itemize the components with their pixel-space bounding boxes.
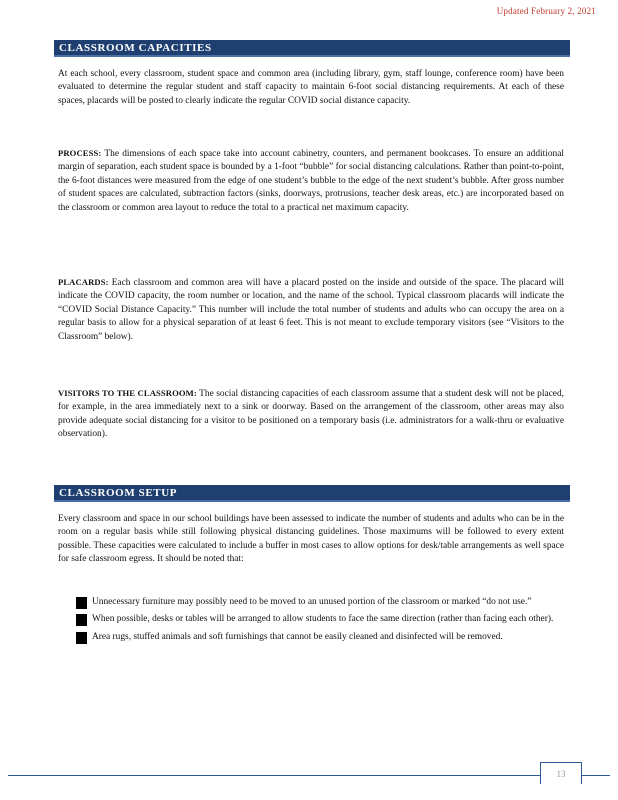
visitors-text: The social distancing capacities of each classroom assume that a student desk will not be placed, for example, in the area immediately next to a sink or doorway. Based on the arrangement of the classroom, other areas may also provide adequate social distancing for a visitor to be positioned on a temporary basis (i.e. administrators for a walk-thru or evaluative observation). <box>58 389 564 440</box>
bullet-text: Unnecessary furniture may possibly need to be moved to an unused portion of the classroom or marked “do not use.” <box>92 597 532 607</box>
page-number: 13 <box>540 762 582 784</box>
capacities-intro-paragraph: At each school, every classroom, student space and common area (including library, gym, staff lounge, conference room) have been evaluated to determine the regular student and staff capacity to maintain 6-foot social distancing requirements. At each of these spaces, placards will be posted to clearly indicate the regular COVID social distance capacity. <box>58 69 564 106</box>
list-item <box>76 613 564 626</box>
visitors-lead: VISITORS TO THE CLASSROOM: <box>58 388 197 398</box>
square-bullet-icon <box>76 597 87 609</box>
process-text: The dimensions of each space take into account cabinetry, counters, and permanent bookcases. To ensure an additional margin of separation, each student space is bounded by a 1-foot “bubble” for social distancing calculations. Rather than point-to-point, the 6-foot distances were measured from the edge of one student’s bubble to the edge of the next student’s bubble. After gross number of student spaces are calculated, subtraction factors (sinks, doorways, protrusions, teacher desk areas, etc.) are incorporated based on the classroom or common area layout to reduce the total to a practical net maximum capacity. <box>58 149 564 213</box>
process-paragraph <box>58 147 564 215</box>
process-lead: PROCESS: <box>58 148 102 158</box>
list-item <box>76 631 564 644</box>
section-heading-classroom-setup: CLASSROOM SETUP <box>54 485 570 502</box>
updated-date: Updated February 2, 2021 <box>496 6 596 16</box>
section-heading-classroom-capacities: CLASSROOM CAPACITIES <box>54 40 570 57</box>
visitors-paragraph <box>58 387 564 442</box>
square-bullet-icon <box>76 632 87 644</box>
placards-paragraph <box>58 276 564 344</box>
footer-rule <box>8 775 610 776</box>
square-bullet-icon <box>76 614 87 626</box>
bullet-text: Area rugs, stuffed animals and soft furnishings that cannot be easily cleaned and disinfected will be removed. <box>92 631 503 642</box>
list-item <box>76 596 564 609</box>
placards-text: Each classroom and common area will have a placard posted on the inside and outside of the space. The placard will indicate the COVID capacity, the room number or location, and the name of the school. Typical classroom placards will indicate the “COVID Social Distance Capacity.” This number will include the total number of students and adults who can occupy the area on a regular basis to allow for a physical separation of at least 6 feet. This is not meant to exclude temporary visitors (see “Visitors to the Classroom” below). <box>58 278 565 342</box>
setup-bullet-list <box>76 596 564 648</box>
placards-lead: PLACARDS: <box>58 277 109 287</box>
bullet-text: When possible, desks or tables will be arranged to allow students to face the same direction (rather than facing each other). <box>92 614 554 625</box>
setup-intro-paragraph: Every classroom and space in our school buildings have been assessed to indicate the number of students and adults who can be in the room on a regular basis while still following physical distancing guidelines. Those maximums will be followed to every extent possible. These capacities were calculated to include a buffer in most cases to allow options for desk/table arrangements as well space for safe classroom egress. It should be noted that: <box>58 514 564 565</box>
